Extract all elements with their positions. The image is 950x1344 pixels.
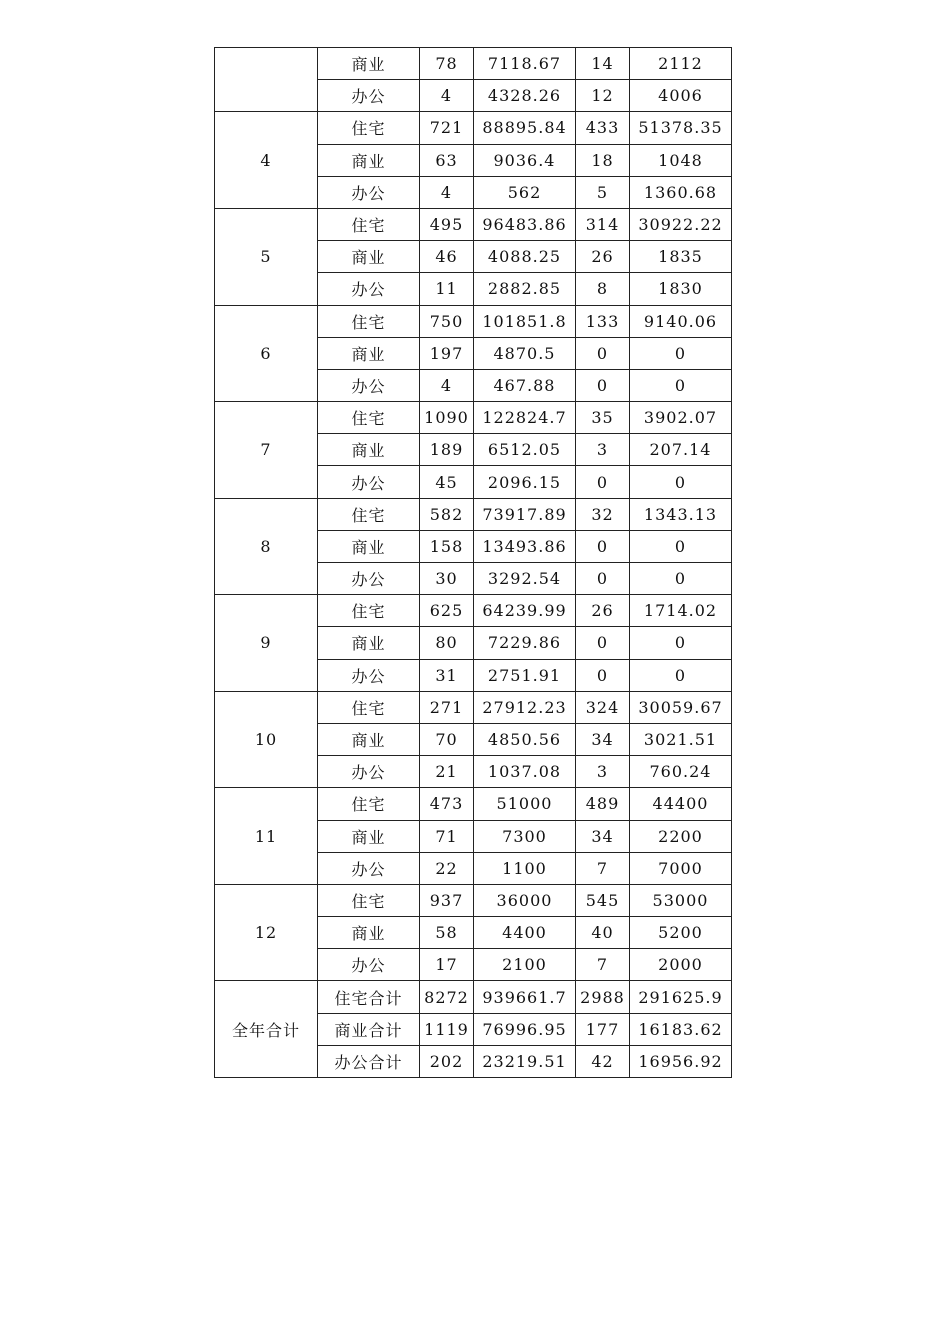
area-cell: 1100 bbox=[474, 852, 576, 884]
count-cell: 473 bbox=[420, 788, 474, 820]
type-cell: 办公 bbox=[318, 466, 420, 498]
area-cell: 13493.86 bbox=[474, 530, 576, 562]
count2-cell: 0 bbox=[576, 563, 630, 595]
month-cell: 12 bbox=[215, 884, 318, 981]
type-cell: 商业 bbox=[318, 627, 420, 659]
count2-cell: 3 bbox=[576, 756, 630, 788]
month-cell: 5 bbox=[215, 208, 318, 305]
count-cell: 4 bbox=[420, 80, 474, 112]
area-cell: 3292.54 bbox=[474, 563, 576, 595]
table-row bbox=[215, 498, 732, 530]
table-body bbox=[215, 48, 732, 1078]
count2-cell: 35 bbox=[576, 402, 630, 434]
count-cell: 21 bbox=[420, 756, 474, 788]
area2-cell: 0 bbox=[630, 530, 732, 562]
type-cell: 办公 bbox=[318, 80, 420, 112]
count2-cell: 545 bbox=[576, 884, 630, 916]
type-cell: 住宅 bbox=[318, 884, 420, 916]
count-cell: 11 bbox=[420, 273, 474, 305]
area-cell: 6512.05 bbox=[474, 434, 576, 466]
count2-cell: 26 bbox=[576, 241, 630, 273]
month-cell: 8 bbox=[215, 498, 318, 595]
count-cell: 202 bbox=[420, 1045, 474, 1077]
area2-cell: 4006 bbox=[630, 80, 732, 112]
area-cell: 4870.5 bbox=[474, 337, 576, 369]
type-cell: 住宅 bbox=[318, 691, 420, 723]
count2-cell: 133 bbox=[576, 305, 630, 337]
table-row bbox=[215, 402, 732, 434]
type-cell: 办公 bbox=[318, 949, 420, 981]
table-row bbox=[215, 595, 732, 627]
area-cell: 4328.26 bbox=[474, 80, 576, 112]
area2-cell: 0 bbox=[630, 369, 732, 401]
type-cell: 商业 bbox=[318, 820, 420, 852]
count-cell: 4 bbox=[420, 369, 474, 401]
table-row bbox=[215, 884, 732, 916]
area2-cell: 7000 bbox=[630, 852, 732, 884]
count-cell: 271 bbox=[420, 691, 474, 723]
area2-cell: 2000 bbox=[630, 949, 732, 981]
count2-cell: 34 bbox=[576, 820, 630, 852]
area2-cell: 1714.02 bbox=[630, 595, 732, 627]
area2-cell: 16183.62 bbox=[630, 1013, 732, 1045]
area-cell: 64239.99 bbox=[474, 595, 576, 627]
count-cell: 582 bbox=[420, 498, 474, 530]
type-cell: 商业 bbox=[318, 337, 420, 369]
count2-cell: 314 bbox=[576, 208, 630, 240]
area-cell: 27912.23 bbox=[474, 691, 576, 723]
area-cell: 101851.8 bbox=[474, 305, 576, 337]
type-cell: 住宅 bbox=[318, 498, 420, 530]
area2-cell: 0 bbox=[630, 337, 732, 369]
count-cell: 1119 bbox=[420, 1013, 474, 1045]
count2-cell: 0 bbox=[576, 466, 630, 498]
table-row bbox=[215, 691, 732, 723]
count2-cell: 0 bbox=[576, 659, 630, 691]
area-cell: 73917.89 bbox=[474, 498, 576, 530]
count2-cell: 42 bbox=[576, 1045, 630, 1077]
area2-cell: 0 bbox=[630, 466, 732, 498]
type-cell: 商业 bbox=[318, 434, 420, 466]
table-row bbox=[215, 981, 732, 1013]
type-cell: 商业 bbox=[318, 530, 420, 562]
area2-cell: 16956.92 bbox=[630, 1045, 732, 1077]
area2-cell: 1343.13 bbox=[630, 498, 732, 530]
month-cell: 4 bbox=[215, 112, 318, 209]
area2-cell: 53000 bbox=[630, 884, 732, 916]
area-cell: 4400 bbox=[474, 917, 576, 949]
count2-cell: 7 bbox=[576, 852, 630, 884]
month-cell: 10 bbox=[215, 691, 318, 788]
area2-cell: 3902.07 bbox=[630, 402, 732, 434]
count-cell: 31 bbox=[420, 659, 474, 691]
count2-cell: 0 bbox=[576, 337, 630, 369]
type-cell: 商业 bbox=[318, 144, 420, 176]
area-cell: 1037.08 bbox=[474, 756, 576, 788]
area2-cell: 2112 bbox=[630, 48, 732, 80]
count-cell: 4 bbox=[420, 176, 474, 208]
count-cell: 721 bbox=[420, 112, 474, 144]
type-cell: 办公 bbox=[318, 659, 420, 691]
type-cell: 办公 bbox=[318, 756, 420, 788]
table-row bbox=[215, 788, 732, 820]
area-cell: 2100 bbox=[474, 949, 576, 981]
count-cell: 158 bbox=[420, 530, 474, 562]
type-cell: 住宅 bbox=[318, 788, 420, 820]
count2-cell: 0 bbox=[576, 530, 630, 562]
area2-cell: 1048 bbox=[630, 144, 732, 176]
count2-cell: 433 bbox=[576, 112, 630, 144]
type-cell: 住宅合计 bbox=[318, 981, 420, 1013]
area-cell: 562 bbox=[474, 176, 576, 208]
area-cell: 88895.84 bbox=[474, 112, 576, 144]
count-cell: 1090 bbox=[420, 402, 474, 434]
count2-cell: 0 bbox=[576, 627, 630, 659]
type-cell: 商业 bbox=[318, 917, 420, 949]
count2-cell: 26 bbox=[576, 595, 630, 627]
count-cell: 80 bbox=[420, 627, 474, 659]
table-row bbox=[215, 208, 732, 240]
type-cell: 商业 bbox=[318, 48, 420, 80]
area-cell: 2751.91 bbox=[474, 659, 576, 691]
count2-cell: 3 bbox=[576, 434, 630, 466]
area2-cell: 207.14 bbox=[630, 434, 732, 466]
area2-cell: 51378.35 bbox=[630, 112, 732, 144]
area-cell: 36000 bbox=[474, 884, 576, 916]
area2-cell: 1835 bbox=[630, 241, 732, 273]
type-cell: 商业合计 bbox=[318, 1013, 420, 1045]
count2-cell: 40 bbox=[576, 917, 630, 949]
area-cell: 4088.25 bbox=[474, 241, 576, 273]
count2-cell: 2988 bbox=[576, 981, 630, 1013]
area-cell: 7229.86 bbox=[474, 627, 576, 659]
area2-cell: 30922.22 bbox=[630, 208, 732, 240]
count2-cell: 324 bbox=[576, 691, 630, 723]
area-cell: 4850.56 bbox=[474, 723, 576, 755]
count2-cell: 18 bbox=[576, 144, 630, 176]
count2-cell: 8 bbox=[576, 273, 630, 305]
area2-cell: 0 bbox=[630, 627, 732, 659]
count-cell: 197 bbox=[420, 337, 474, 369]
type-cell: 住宅 bbox=[318, 208, 420, 240]
count-cell: 625 bbox=[420, 595, 474, 627]
type-cell: 办公 bbox=[318, 852, 420, 884]
count2-cell: 34 bbox=[576, 723, 630, 755]
month-cell: 11 bbox=[215, 788, 318, 885]
count-cell: 70 bbox=[420, 723, 474, 755]
count-cell: 189 bbox=[420, 434, 474, 466]
count2-cell: 32 bbox=[576, 498, 630, 530]
type-cell: 办公合计 bbox=[318, 1045, 420, 1077]
area2-cell: 0 bbox=[630, 659, 732, 691]
area2-cell: 5200 bbox=[630, 917, 732, 949]
count-cell: 58 bbox=[420, 917, 474, 949]
count2-cell: 0 bbox=[576, 369, 630, 401]
type-cell: 办公 bbox=[318, 273, 420, 305]
area2-cell: 30059.67 bbox=[630, 691, 732, 723]
count-cell: 46 bbox=[420, 241, 474, 273]
count2-cell: 5 bbox=[576, 176, 630, 208]
month-cell: 6 bbox=[215, 305, 318, 402]
count-cell: 22 bbox=[420, 852, 474, 884]
month-cell bbox=[215, 48, 318, 112]
count2-cell: 177 bbox=[576, 1013, 630, 1045]
area-cell: 122824.7 bbox=[474, 402, 576, 434]
count-cell: 495 bbox=[420, 208, 474, 240]
type-cell: 商业 bbox=[318, 241, 420, 273]
area-cell: 96483.86 bbox=[474, 208, 576, 240]
area2-cell: 1360.68 bbox=[630, 176, 732, 208]
area2-cell: 0 bbox=[630, 563, 732, 595]
month-cell: 全年合计 bbox=[215, 981, 318, 1078]
count-cell: 71 bbox=[420, 820, 474, 852]
area-cell: 51000 bbox=[474, 788, 576, 820]
month-cell: 7 bbox=[215, 402, 318, 499]
area-cell: 467.88 bbox=[474, 369, 576, 401]
count2-cell: 14 bbox=[576, 48, 630, 80]
count-cell: 17 bbox=[420, 949, 474, 981]
area-cell: 2882.85 bbox=[474, 273, 576, 305]
count-cell: 8272 bbox=[420, 981, 474, 1013]
type-cell: 办公 bbox=[318, 176, 420, 208]
area2-cell: 2200 bbox=[630, 820, 732, 852]
count-cell: 63 bbox=[420, 144, 474, 176]
sales-statistics-table bbox=[214, 47, 732, 1078]
table-row bbox=[215, 112, 732, 144]
type-cell: 商业 bbox=[318, 723, 420, 755]
count2-cell: 12 bbox=[576, 80, 630, 112]
table-row bbox=[215, 305, 732, 337]
type-cell: 办公 bbox=[318, 369, 420, 401]
area-cell: 23219.51 bbox=[474, 1045, 576, 1077]
count-cell: 78 bbox=[420, 48, 474, 80]
month-cell: 9 bbox=[215, 595, 318, 692]
type-cell: 住宅 bbox=[318, 595, 420, 627]
count-cell: 937 bbox=[420, 884, 474, 916]
area-cell: 7300 bbox=[474, 820, 576, 852]
count-cell: 750 bbox=[420, 305, 474, 337]
area2-cell: 1830 bbox=[630, 273, 732, 305]
area-cell: 2096.15 bbox=[474, 466, 576, 498]
type-cell: 办公 bbox=[318, 563, 420, 595]
area-cell: 9036.4 bbox=[474, 144, 576, 176]
count-cell: 30 bbox=[420, 563, 474, 595]
count2-cell: 7 bbox=[576, 949, 630, 981]
area2-cell: 44400 bbox=[630, 788, 732, 820]
area-cell: 7118.67 bbox=[474, 48, 576, 80]
area2-cell: 760.24 bbox=[630, 756, 732, 788]
count2-cell: 489 bbox=[576, 788, 630, 820]
area2-cell: 9140.06 bbox=[630, 305, 732, 337]
area-cell: 939661.7 bbox=[474, 981, 576, 1013]
count-cell: 45 bbox=[420, 466, 474, 498]
area2-cell: 291625.9 bbox=[630, 981, 732, 1013]
type-cell: 住宅 bbox=[318, 305, 420, 337]
type-cell: 住宅 bbox=[318, 402, 420, 434]
area2-cell: 3021.51 bbox=[630, 723, 732, 755]
type-cell: 住宅 bbox=[318, 112, 420, 144]
area-cell: 76996.95 bbox=[474, 1013, 576, 1045]
table-row bbox=[215, 48, 732, 80]
